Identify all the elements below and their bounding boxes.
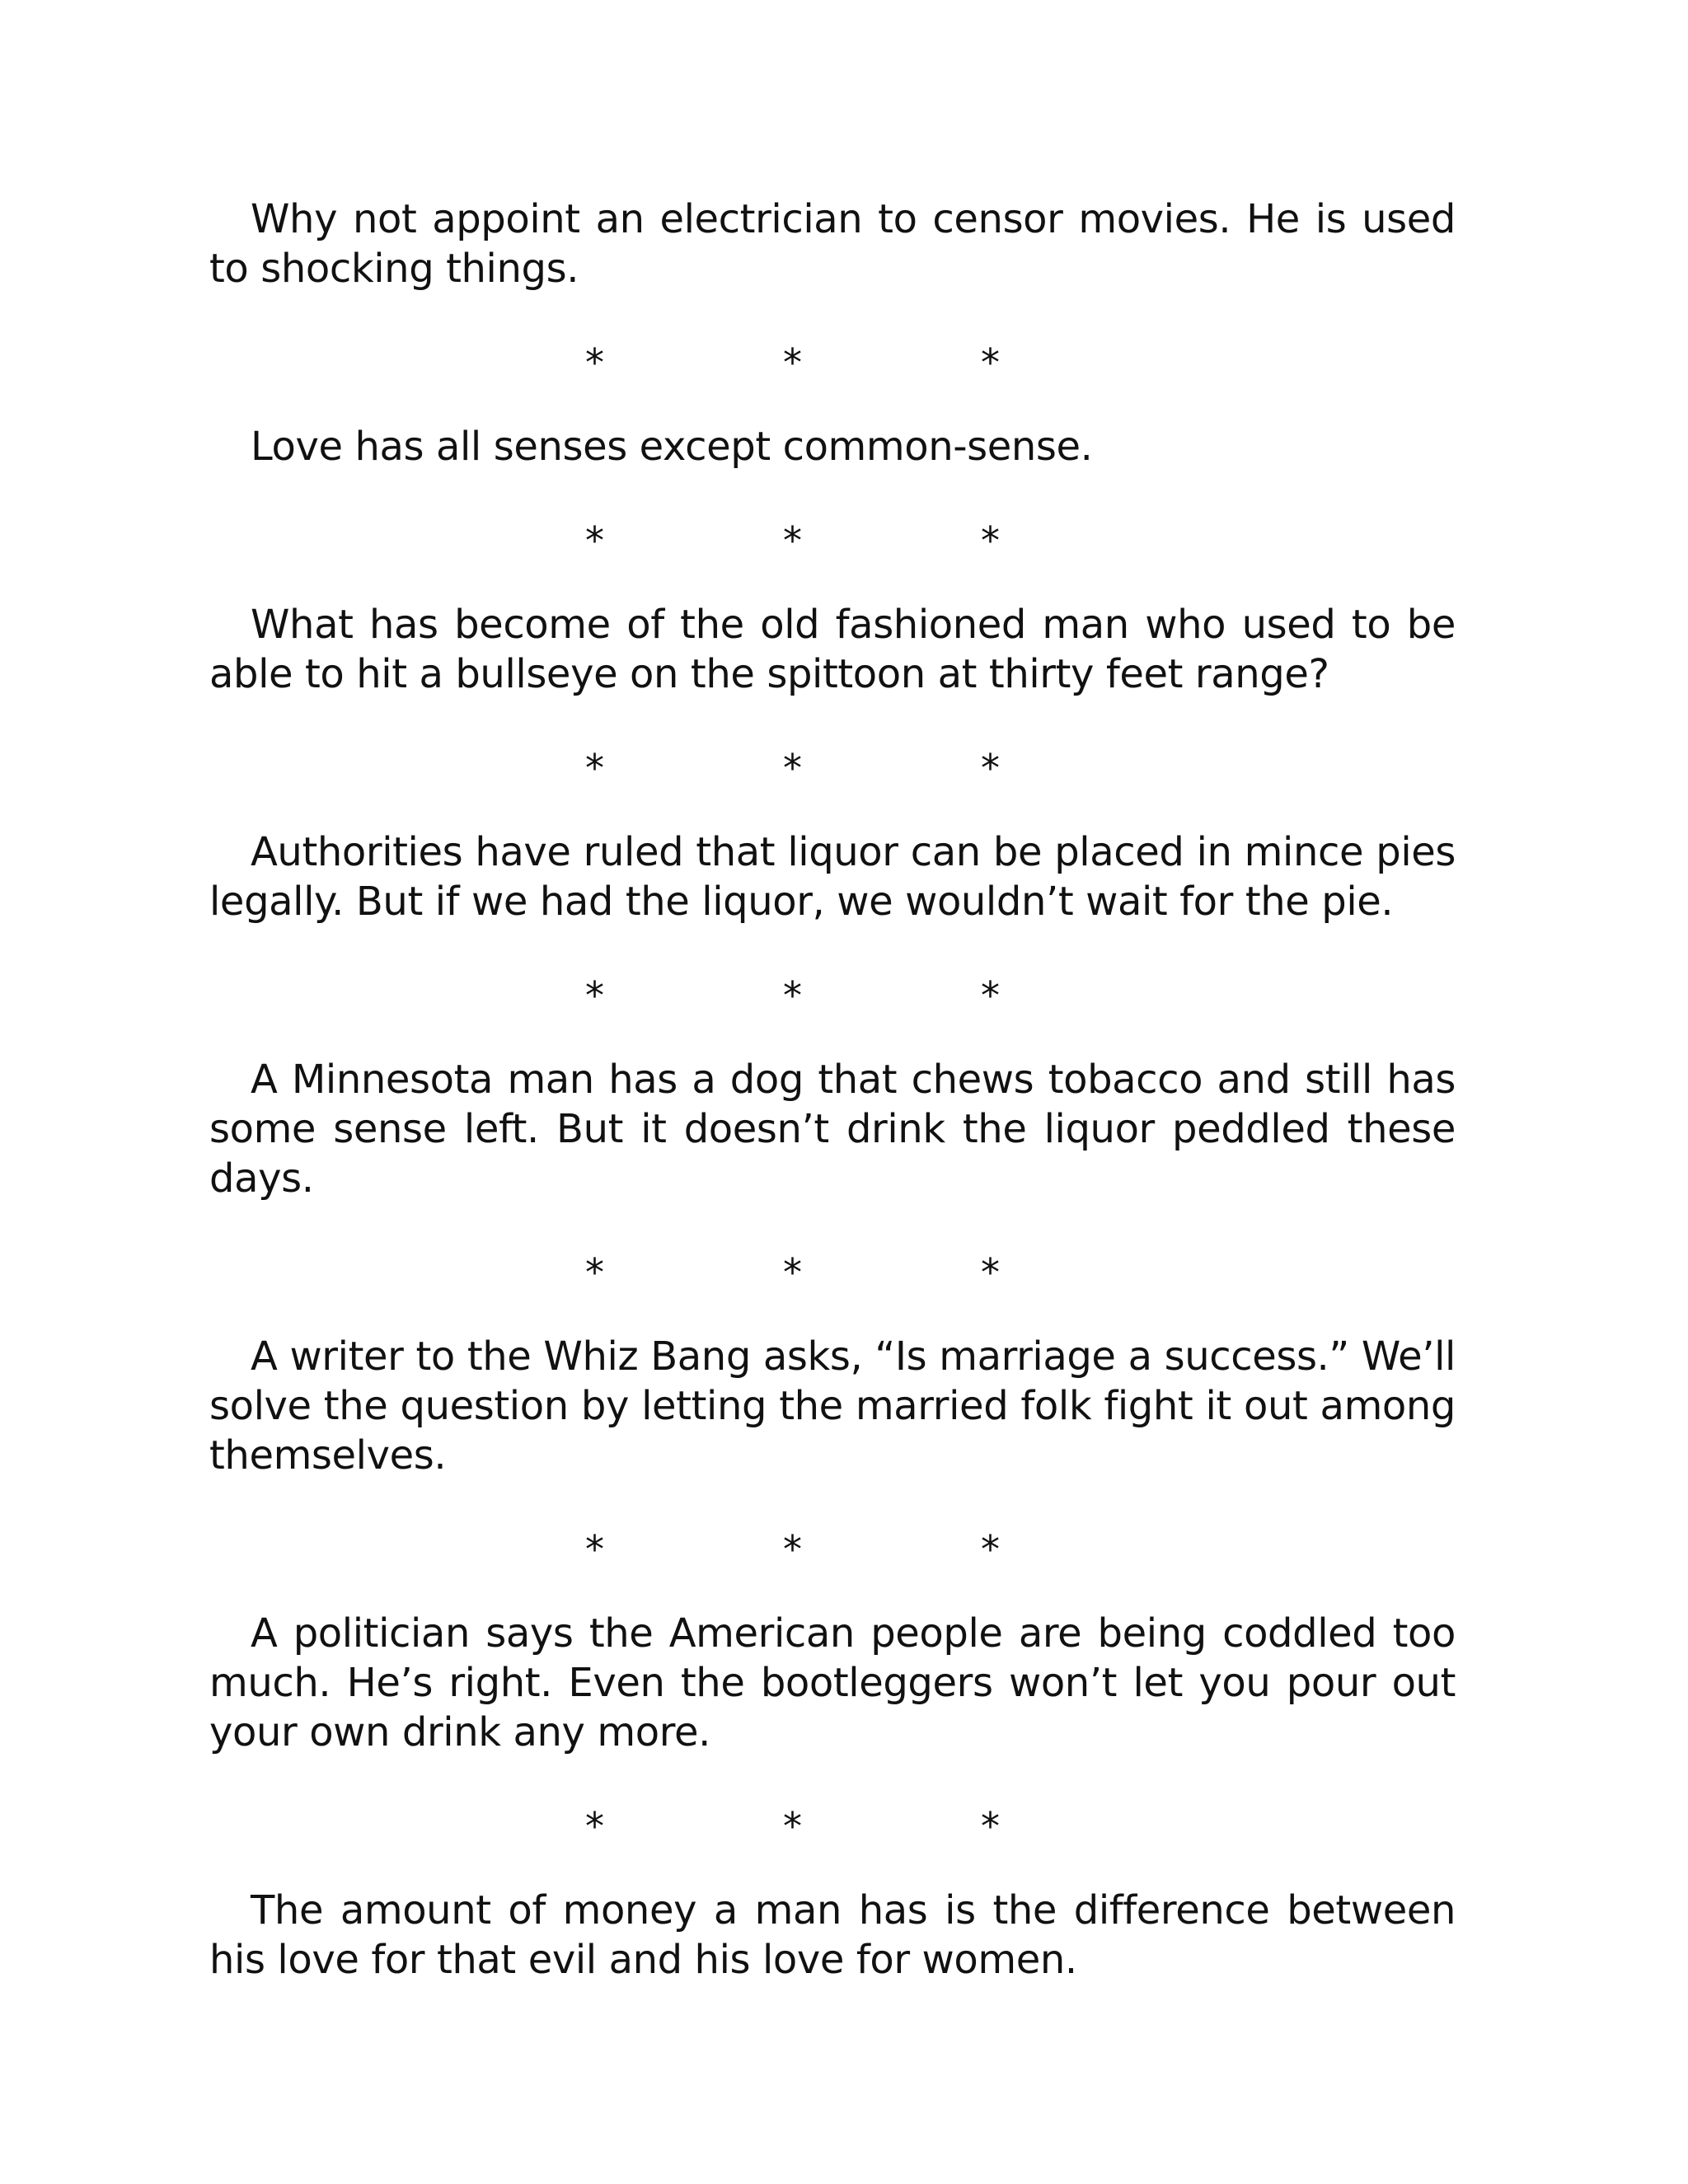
asterisk: * bbox=[585, 518, 604, 563]
section-separator bbox=[209, 738, 1456, 788]
section-separator bbox=[209, 333, 1456, 385]
asterisk: * bbox=[783, 518, 802, 563]
asterisk: * bbox=[585, 340, 604, 385]
asterisk: * bbox=[981, 1527, 1000, 1572]
asterisk: * bbox=[783, 340, 802, 385]
asterisk: * bbox=[783, 1250, 802, 1295]
asterisk: * bbox=[783, 746, 802, 790]
paragraph-love: Love has all senses except common-sense. bbox=[251, 424, 1093, 470]
asterisk: * bbox=[981, 1250, 1000, 1295]
paragraph-electrician: Why not appoint an electrician to censor movies. He is used to shocking things. bbox=[209, 196, 1456, 292]
asterisk: * bbox=[585, 1527, 604, 1572]
paragraph-marriage: A writer to the Whiz Bang asks, “Is marriage a success.” We’ll solve the question by letting the married folk fight it out among themselves. bbox=[209, 1333, 1456, 1479]
section-separator bbox=[209, 1797, 1456, 1849]
asterisk: * bbox=[981, 973, 1000, 1018]
paragraph-mince-pies: Authorities have ruled that liquor can be placed in mince pies legally. But if we had the liquor, we wouldn’t wait for the pie. bbox=[209, 829, 1456, 925]
asterisk: * bbox=[585, 746, 604, 790]
paragraph-politician: A politician says the American people are being coddled too much. He’s right. Even the bootleggers won’t let you pour out your own drink any more. bbox=[209, 1610, 1456, 1755]
asterisk: * bbox=[783, 1804, 802, 1849]
paragraph-spittoon: What has become of the old fashioned man who used to be able to hit a bullseye on the spittoon at thirty feet range? bbox=[209, 602, 1456, 697]
asterisk: * bbox=[783, 1527, 802, 1572]
section-separator bbox=[209, 1243, 1456, 1295]
asterisk: * bbox=[783, 973, 802, 1018]
section-separator bbox=[209, 1520, 1456, 1572]
asterisk: * bbox=[981, 1804, 1000, 1849]
asterisk: * bbox=[981, 746, 1000, 790]
paragraph-minnesota-dog: A Minnesota man has a dog that chews tobacco and still has some sense left. But it doesn’t drink the liquor peddled these days. bbox=[209, 1057, 1456, 1202]
section-separator bbox=[209, 511, 1456, 563]
asterisk: * bbox=[981, 340, 1000, 385]
section-separator bbox=[209, 966, 1456, 1018]
asterisk: * bbox=[981, 518, 1000, 563]
paragraph-money: The amount of money a man has is the difference between his love for that evil and his love for women. bbox=[209, 1887, 1456, 1983]
asterisk: * bbox=[585, 1250, 604, 1295]
document-page bbox=[209, 194, 1456, 1985]
asterisk: * bbox=[585, 1804, 604, 1849]
asterisk: * bbox=[585, 973, 604, 1018]
